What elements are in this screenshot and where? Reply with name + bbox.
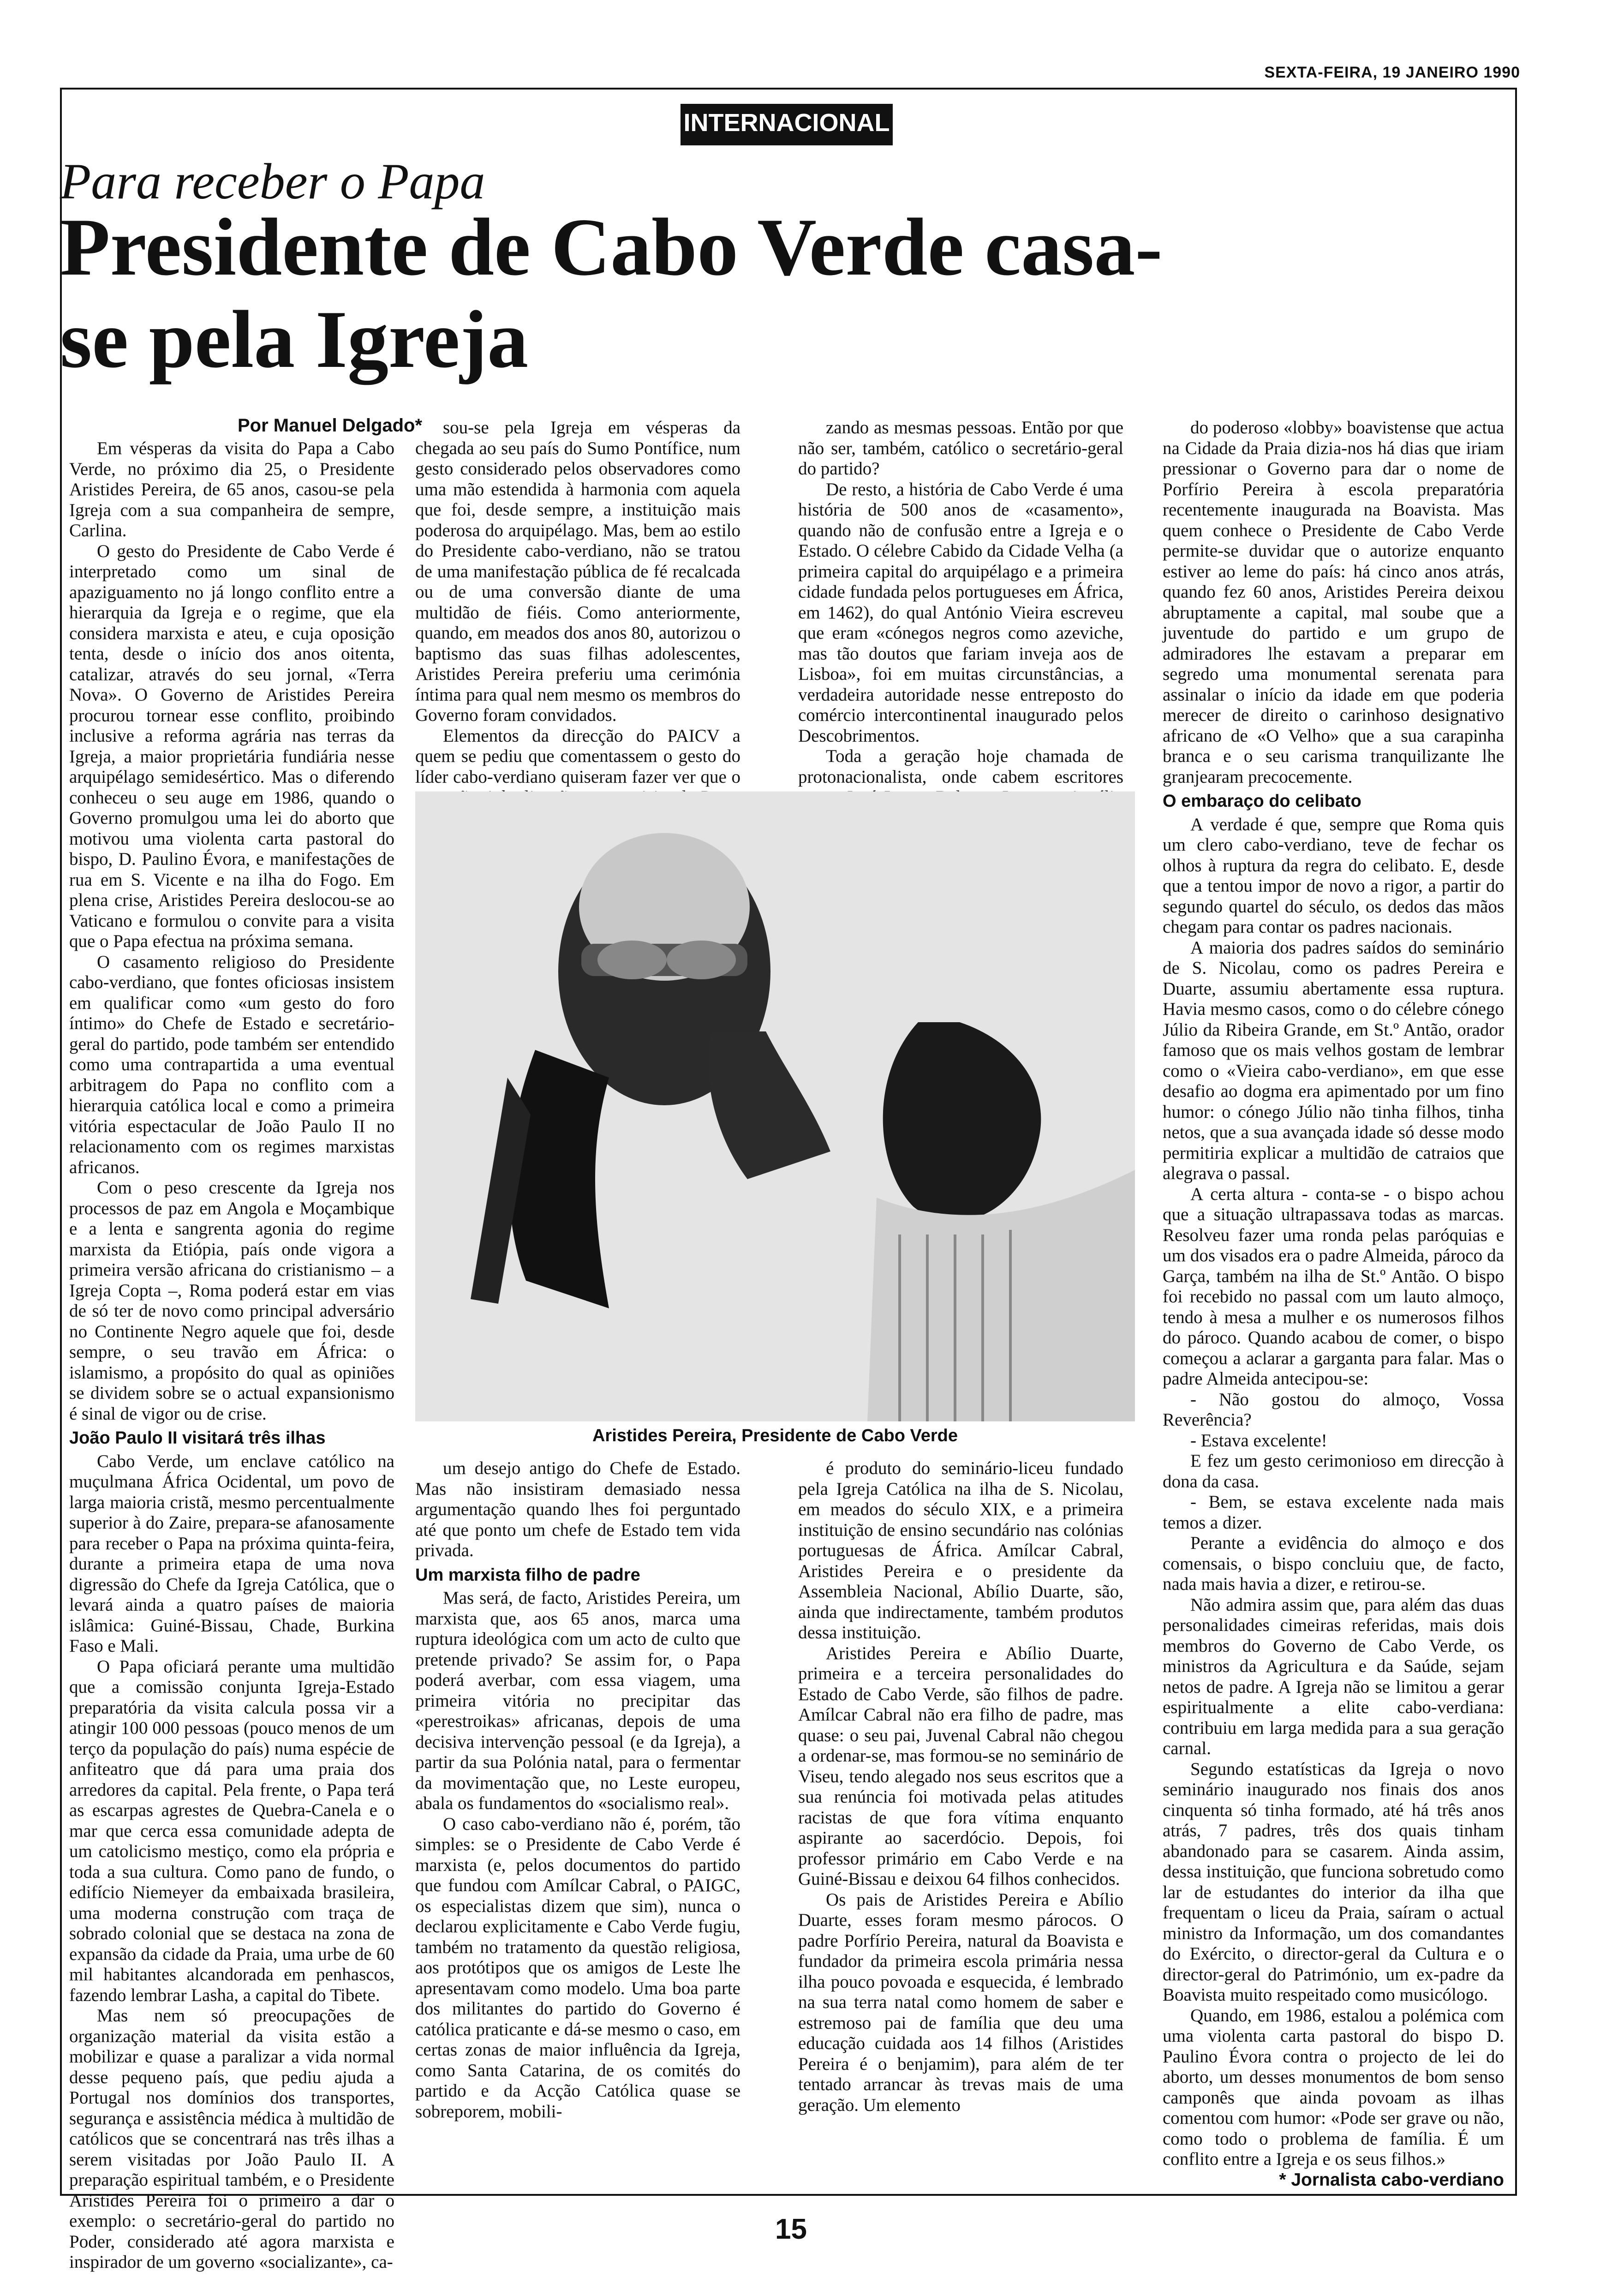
paragraph: Em vésperas da visita do Papa a Cabo Verde, no próximo dia 25, o Presidente Aristides Pereira, de 65 anos, casou-se pela Igreja com a sua companheira de sempre, Carlina. — [69, 438, 394, 540]
subheading-celibacy: O embaraço do celibato — [1163, 791, 1361, 811]
photo-caption: Aristides Pereira, Presidente de Cabo Verde — [592, 1426, 958, 1445]
paragraph: Segundo estatísticas da Igreja o novo seminário inaugurado nos finais dos anos cinquenta só tinha formado, até há três anos atrás, 7 padres, três dos quais tinham abandonado para se casarem. Ainda assim, dessa instituição, que funciona sobretudo como lar de estudantes do interior da ilha que frequentam o liceu da Praia, saíram o actual ministro da Informação, um dos comandantes do Exército, o director-geral da Cultura e o director-geral do Património, um ex-padre da Boavista muito respeitado como musicólogo. — [1163, 1759, 1504, 2005]
article-column-2-top — [415, 418, 740, 828]
article-column-4 — [1163, 418, 1504, 2190]
issue-date: SEXTA-FEIRA, 19 JANEIRO 1990 — [1264, 64, 1520, 81]
subheading-marxist: Um marxista filho de padre — [415, 1565, 640, 1585]
paragraph: - Bem, se estava excelente nada mais temos a dizer. — [1163, 1492, 1504, 1533]
paragraph: A certa altura - conta-se - o bispo achou que a situação ultrapassava todas as marcas. Resolveu fazer uma ronda pelas paróquias e um dos visados era o padre Almeida, pároco da Garça, também na ilha de St.º Antão. O bispo foi recebido no passal com um lauto almoço, tendo à mesa a mulher e os numerosos filhos do pároco. Quando acabou de comer, o bispo começou a aclarar a garganta para falar. Mas o padre Almeida antecipou-se: — [1163, 1184, 1504, 1389]
paragraph: O gesto do Presidente de Cabo Verde é interpretado como um sinal de apaziguamento no já longo conflito entre a hierarquia da Igreja e o regime, que ela considera marxista e ateu, e cuja oposição tenta, desde o início dos anos oitenta, catalizar, através do seu jornal, «Terra Nova». O Governo de Aristides Pereira procurou tornear esse conflito, proibindo inclusive a reforma agrária nas terras da Igreja, a maior proprietária fundiária nesse arquipélago semidesértico. Mas o diferendo conheceu o seu auge em 1986, quando o Governo promulgou uma lei do aborto que motivou uma violenta carta pastoral do bispo, D. Paulino Évora, e manifestações de rua em S. Vicente e na ilha do Fogo. Em plena crise, Aristides Pereira deslocou-se ao Vaticano e formulou o convite para a visita que o Papa efectua na próxima semana. — [69, 541, 394, 951]
subheading-visit-islands: João Paulo II visitará três ilhas — [69, 1428, 326, 1448]
paragraph: Mas será, de facto, Aristides Pereira, um marxista que, aos 65 anos, marca uma ruptura ideológica com um acto de culto que pretende privado? Se assim for, o Papa poderá averbar, com essa viagem, uma primeira vitória no precipitar das «perestroikas» africanas, depois de uma decisiva intervenção pessoal (e da Igreja), a partir da sua Polónia natal, para o fermentar da movimentação que, no Leste europeu, abala os fundamentos do «socialismo real». — [415, 1588, 740, 1813]
paragraph: Elementos da direcção do PAICV a quem se pediu que comentassem o gesto do líder cabo-verdiano quiseram fazer ver que o — [415, 725, 740, 787]
paragraph: Perante a evidência do almoço e dos comensais, o bispo concluiu que, de facto, nada mais havia a dizer, e retirou-se. — [1163, 1533, 1504, 1594]
article-column-1 — [69, 438, 394, 2273]
paragraph: sou-se pela Igreja em vésperas da chegada ao seu país do Sumo Pontífice, num gesto considerado pelos observadores como uma mão estendida à harmonia com aquela que foi, desde sempre, a instituição mais poderosa do arquipélago. Mas, bem ao estilo do Presidente cabo-verdiano, não se tratou de uma manifestação pública de fé recalcada ou de uma conversão diante de uma multidão de fiéis. Como anteriormente, quando, em meados dos anos 80, autorizou o baptismo das suas filhas adolescentes, Aristides Pereira preferiu uma cerimónia íntima para qual nem mesmo os membros do Governo foram convidados. — [415, 418, 740, 725]
article-column-2-bottom — [415, 1458, 740, 2122]
paragraph: O caso cabo-verdiano não é, porém, tão simples: se o Presidente de Cabo Verde é marxista (e, pelos documentos do partido que fundou com Amílcar Cabral, o PAIGC, os especialistas dizem que sim), nunca o declarou explicitamente e Cabo Verde fugiu, também no tratamento da questão religiosa, aos protótipos que os amigos de Leste lhe apresentavam como modelo. Uma boa parte dos militantes do partido do Governo é católica praticante e dá-se mesmo o caso, em certas zonas de maior influência da Igreja, como Santa Catarina, de os comités do partido e da Acção Católica quase se sobreporem, mobili- — [415, 1814, 740, 2121]
paragraph: - Estava excelente! — [1190, 1430, 1327, 1450]
paragraph: é produto do seminário-liceu fundado pela Igreja Católica na ilha de S. Nicolau, em meados do século XIX, e a primeira instituição de ensino secundário nas colónias portuguesas de África. Amílcar Cabral, Aristides Pereira e o presidente da Assembleia Nacional, Abílio Duarte, são, ainda que indirectamente, também produtos dessa instituição. — [798, 1458, 1123, 1642]
paragraph: - Não gostou do almoço, Vossa Reverência? — [1163, 1389, 1504, 1430]
paragraph: Com o peso crescente da Igreja nos processos de paz em Angola e Moçambique e a lenta e sangrenta agonia do regime marxista da Etiópia, país onde vigora a primeira versão africana do cristianismo – a Igreja Copta –, Roma poderá estar em vias de só ter de novo como principal adversário no Continente Negro aquele que foi, desde sempre, o seu travão em África: o islamismo, a propósito do qual as opiniões se dividem sobre se o actual expansionismo é sinal de vigor ou de crise. — [69, 1178, 394, 1424]
paragraph: Quando, em 1986, estalou a polémica com uma violenta carta pastoral do bispo D. Paulino Évora contra o projecto de lei do aborto, um desses monumentos de bom senso camponês que ainda povoam as ilhas comentou com humor: «Pode ser grave ou não, como todo o problema de família. É um conflito entre a Igreja e os seus filhos.» — [1163, 2005, 1504, 2169]
paragraph: De resto, a história de Cabo Verde é uma história de 500 anos de «casamento», quando não de confusão entre a Igreja e o Estado. O célebre Cabido da Cidade Velha (a primeira capital do arquipélago e a primeira cidade fundada pelos portugueses em África, em 1462), do qual António Vieira escreveu que eram «cónegos negros como azeviche, mas tão doutos que fariam inveja aos de Lisboa», foi em muitas circunstâncias, a verdadeira autoridade nesse entreposto do comércio intercontinental inaugurado pelos Descobrimentos. — [798, 479, 1123, 746]
paragraph: Toda a geração hoje chamada de protonacionalista, onde cabem escritores — [798, 746, 1123, 787]
paragraph: do poderoso «lobby» boavistense que actua na Cidade da Praia dizia-nos há dias que iriam pressionar o Governo para dar o nome de Porfírio Pereira à escola preparatória recentemente inaugurada na Boavista. Mas quem conhece o Presidente de Cabo Verde permite-se duvidar que o autorize enquanto estiver ao leme do país: há cinco anos atrás, quando fez 60 anos, Aristides Pereira deixou abruptamente a capital, mal soube que a juventude do partido e um grupo de admiradores lhe estavam a preparar em segredo uma monumental serenata para assinalar o início da idade em que poderia merecer de direito o carinhoso designativo africano de «O Velho» que a sua carapinha branca e o seu carisma tranquilizante lhe granjearam precocemente. — [1163, 418, 1504, 787]
article-column-3-top — [798, 418, 1123, 828]
section-label: INTERNACIONAL — [681, 104, 893, 145]
paragraph: Aristides Pereira e Abílio Duarte, primeira e a terceira personalidades do Estado de Cabo Verde, são filhos de padre. Amílcar Cabral não era filho de padre, mas quase: o seu pai, Juvenal Cabral não chegou a ordenar-se, mas formou-se no seminário de Viseu, tendo alegado nos seus escritos que a sua renúncia foi motivada pelas atitudes racistas de que fora vítima enquanto aspirante ao sacerdócio. Depois, foi professor primário em Cabo Verde e na Guiné-Bissau e deixou 64 filhos conhecidos. — [798, 1643, 1123, 1889]
paragraph: Não admira assim que, para além das duas personalidades cimeiras referidas, mais dois membros do Governo de Cabo Verde, os ministros da Agricultura e da Saúde, sejam netos de padre. A Igreja não se limitou a gerar espiritualmente a elite cabo-verdiana: contribuiu em larga medida para a sua geração carnal. — [1163, 1594, 1504, 1758]
article-byline: Por Manuel Delgado* — [238, 415, 423, 436]
author-credit: * Jornalista cabo-verdiano — [1279, 2169, 1504, 2190]
paragraph: O Papa oficiará perante uma multidão que a comissão conjunta Igreja-Estado preparatória da visita calcula possa vir a atingir 100 000 pessoas (pouco menos de um terço da população do país) numa espécie de anfiteatro que dá para uma praia dos arredores da capital. Pela frente, o Papa terá as escarpas agrestes de Quebra-Canela e o mar que cerca essa comunidade adepta de um catolicismo mestiço, como ela própria e toda a sua cultura. Como pano de fundo, o edifício Niemeyer da embaixada brasileira, uma moderna construção com traça de sobrado colonial que se destaca na zona de expansão da cidade da Praia, uma urbe de 60 mil habitantes alcandorada em penhascos, fazendo lembrar Lasha, a capital do Tibete. — [69, 1656, 394, 2005]
page-number: 15 — [775, 2213, 807, 2245]
paragraph: Os pais de Aristides Pereira e Abílio Duarte, esses foram mesmo párocos. O padre Porfírio Pereira, natural da Boavista e fundador da primeira escola primária nessa ilha pouco povoada e esquecida, é lembrado na sua terra natal como homem de saber e estremoso pai de família que deu uma educação cuidada aos 14 filhos (Aristides Pereira é o benjamim), para além de ter tentado arrancar às trevas mais de uma geração. Um elemento — [798, 1889, 1123, 2115]
article-column-3-bottom — [798, 1458, 1123, 2115]
paragraph: um desejo antigo do Chefe de Estado. Mas não insistiram demasiado nessa argumentação quando lhes foi perguntado até que ponto um chefe de Estado tem vida privada. — [415, 1458, 740, 1560]
president-photo — [415, 791, 1135, 1421]
paragraph: Mas nem só preocupações de organização material da visita estão a mobilizar e quase a paralizar a vida normal desse pequeno país, que pediu ajuda a Portugal nos domínios dos transportes, segurança e assistência médica à multidão de católicos que se concentrará nas três ilhas a serem visitadas por João Paulo II. A preparação espiritual também, e o Presidente Aristides Pereira foi o primeiro a dar o exemplo: o secretário-geral do partido no Poder, considerado até agora marxista e inspirador de um governo «socializante», ca- — [69, 2006, 394, 2272]
paragraph: zando as mesmas pessoas. Então por que não ser, também, católico o secretário-geral do partido? — [798, 418, 1123, 479]
portrait-illustration — [415, 791, 1135, 1421]
paragraph: O casamento religioso do Presidente cabo-verdiano, que fontes oficiosas insistem em qualificar como «um gesto do foro íntimo» do Chefe de Estado e secretário-geral do partido, pode também ser entendido como uma contrapartida a uma eventual arbitragem do Papa no conflito com a hierarquia católica local e como a primeira vitória espectacular de João Paulo II no relacionamento com os regimes marxistas africanos. — [69, 952, 394, 1177]
paragraph: Cabo Verde, um enclave católico na muçulmana África Ocidental, um povo de larga maioria cristã, mesmo percentualmente superior à do Zaire, prepara-se afanosamente para receber o Papa na próxima quinta-feira, durante a primeira etapa de uma nova digressão do Chefe da Igreja Católica, que o levará ainda a quatro países de maioria islâmica: Guiné-Bissau, Chade, Burkina Faso e Mali. — [69, 1451, 394, 1656]
paragraph: A verdade é que, sempre que Roma quis um clero cabo-verdiano, teve de fechar os olhos à ruptura da regra do celibato. E, desde que a tentou impor de novo a rigor, a partir do segundo quartel do século, os dedos das mãos chegam para contar os padres nacionais. — [1163, 814, 1504, 937]
paragraph: E fez um gesto cerimonioso em direcção à dona da casa. — [1163, 1451, 1504, 1492]
paragraph: A maioria dos padres saídos do seminário de S. Nicolau, como os padres Pereira e Duarte, assumiu abertamente essa ruptura. Havia mesmo casos, como o do célebre cónego Júlio da Ribeira Grande, em St.º Antão, orador famoso que os mais velhos gostam de lembrar como o «Vieira cabo-verdiano», em que esse desafio ao dogma era apimentado por um fino humor: o cónego Júlio não tinha filhos, tinha netos, que a sua avançada idade só desse modo permitiria explicar a multidão de catraios que alegrava o passal. — [1163, 937, 1504, 1183]
col1b-body — [69, 1451, 394, 2273]
article-headline: Presidente de Cabo Verde casa-se pela Igreja — [60, 201, 1163, 385]
article-kicker: Para receber o Papa — [60, 153, 485, 210]
col1-body — [69, 438, 394, 1424]
